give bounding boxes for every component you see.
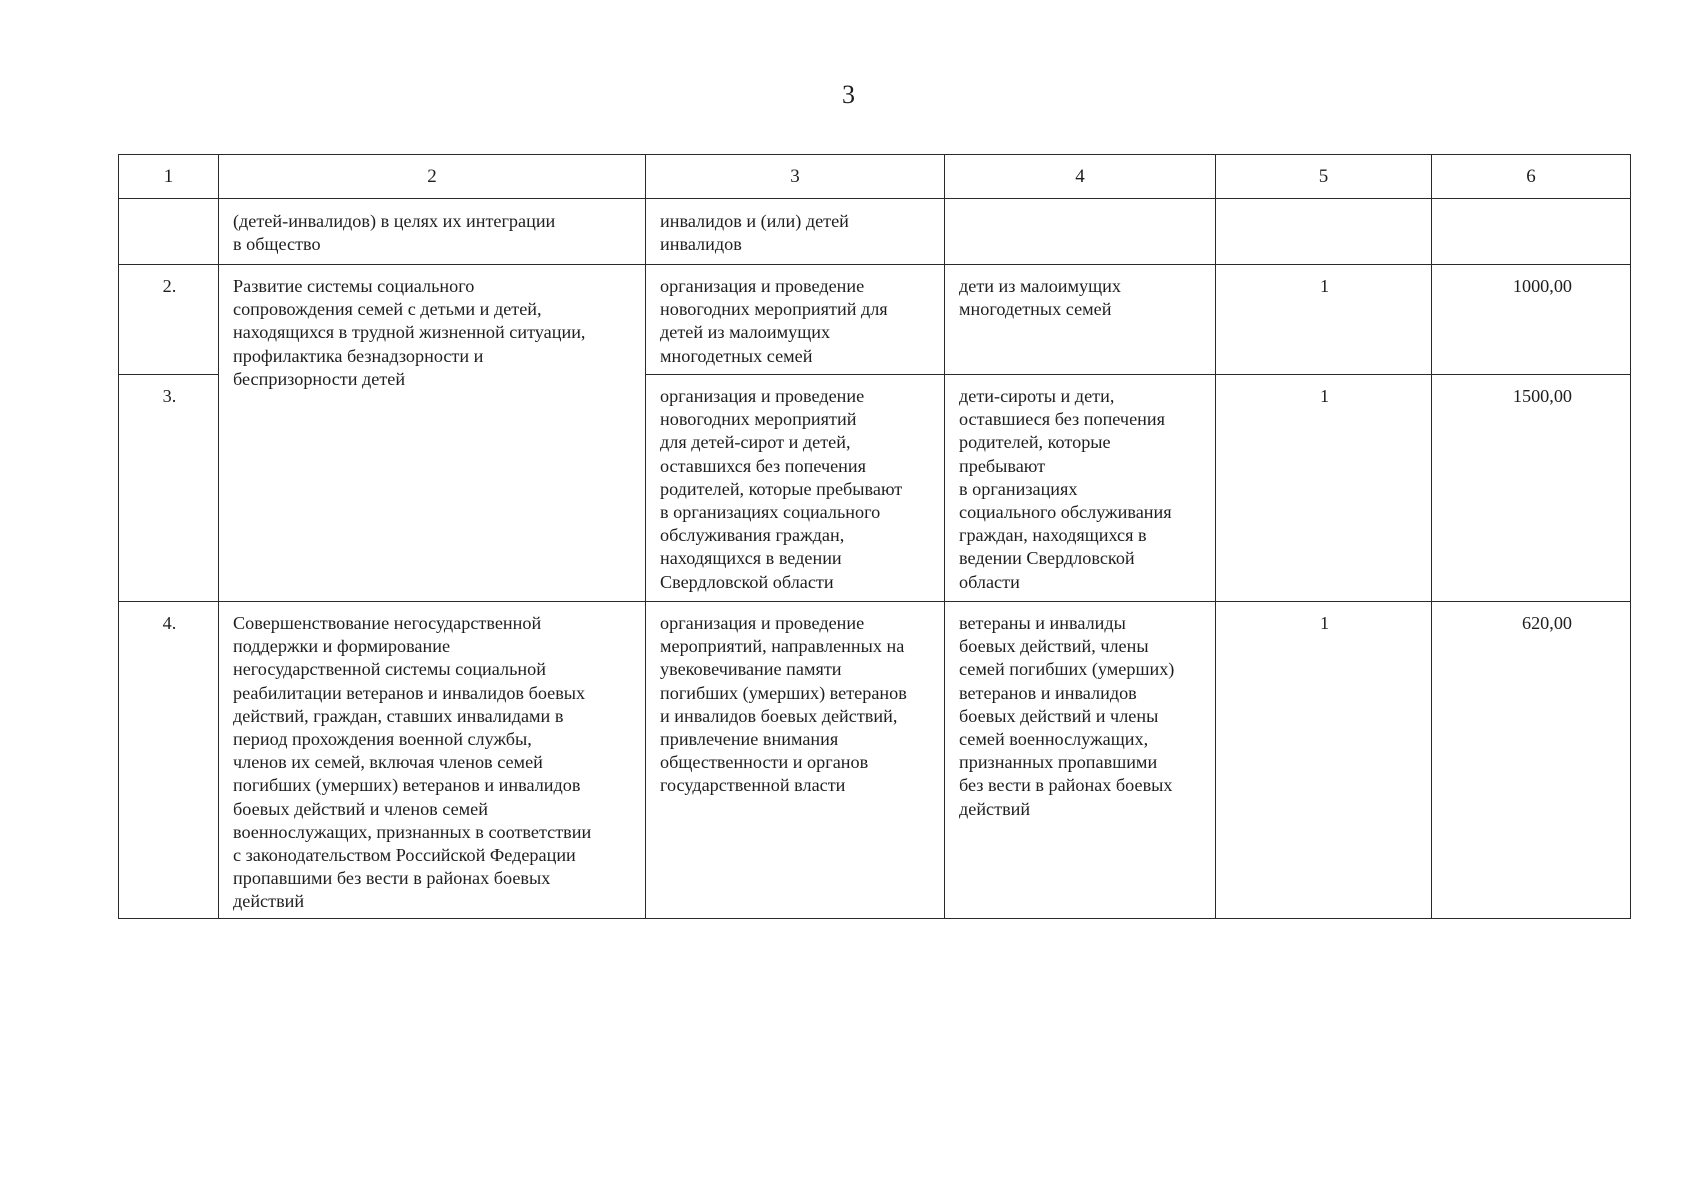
row-number: 4. bbox=[119, 602, 219, 919]
activity-cell: инвалидов и (или) детей инвалидов bbox=[646, 199, 945, 265]
row-number: 3. bbox=[119, 375, 219, 602]
activity-cell: организация и проведение мероприятий, направленных на увековечивание памяти погибших (умерших) ветеранов и инвалидов боевых действий, привлечение внимания общественности и органов государственной власти bbox=[646, 602, 945, 919]
column-header: 3 bbox=[646, 155, 945, 199]
count-cell: 1 bbox=[1216, 265, 1432, 375]
direction-cell: Совершенствование негосударственной поддержки и формирование негосударственной системы социальной реабилитации ветеранов и инвалидов боевых действий, граждан, ставших инвалидами в период прохождения военной службы, членов их семей, включая членов семей погибших (умерших) ветеранов и инвалидов боевых действий и членов семей военнослужащих, признанных в соответствии с законодательством Российской Федерации пропавшими без вести в районах боевых действий bbox=[219, 602, 646, 919]
count-cell: 1 bbox=[1216, 375, 1432, 602]
amount-cell: 620,00 bbox=[1432, 602, 1631, 919]
amount-cell bbox=[1432, 199, 1631, 265]
column-header: 4 bbox=[945, 155, 1216, 199]
column-header: 5 bbox=[1216, 155, 1432, 199]
column-header: 6 bbox=[1432, 155, 1631, 199]
target-group-cell: дети-сироты и дети, оставшиеся без попечения родителей, которые пребывают в организациях социального обслуживания граждан, находящихся в ведении Свердловской области bbox=[945, 375, 1216, 602]
row-number: 2. bbox=[119, 265, 219, 375]
row-number bbox=[119, 199, 219, 265]
activity-cell: организация и проведение новогодних мероприятий для детей из малоимущих многодетных семей bbox=[646, 265, 945, 375]
target-group-cell: дети из малоимущих многодетных семей bbox=[945, 265, 1216, 375]
table-row bbox=[119, 602, 1631, 919]
count-cell bbox=[1216, 199, 1432, 265]
page-number: 3 bbox=[842, 80, 855, 109]
direction-cell: Развитие системы социального сопровождения семей с детьми и детей, находящихся в трудной жизненной ситуации, профилактика безнадзорности и беспризорности детей bbox=[219, 265, 646, 602]
table-row bbox=[119, 265, 1631, 375]
column-header: 2 bbox=[219, 155, 646, 199]
amount-cell: 1000,00 bbox=[1432, 265, 1631, 375]
table-header-row bbox=[119, 155, 1631, 199]
column-header: 1 bbox=[119, 155, 219, 199]
table-row bbox=[119, 199, 1631, 265]
direction-cell: (детей-инвалидов) в целях их интеграции в общество bbox=[219, 199, 646, 265]
target-group-cell bbox=[945, 199, 1216, 265]
target-group-cell: ветераны и инвалиды боевых действий, члены семей погибших (умерших) ветеранов и инвалидов боевых действий и члены семей военнослужащих, признанных пропавшими без вести в районах боевых действий bbox=[945, 602, 1216, 919]
count-cell: 1 bbox=[1216, 602, 1432, 919]
activities-table bbox=[118, 154, 1631, 919]
activity-cell: организация и проведение новогодних мероприятий для детей-сирот и детей, оставшихся без попечения родителей, которые пребывают в организациях социального обслуживания граждан, находящихся в ведении Свердловской области bbox=[646, 375, 945, 602]
amount-cell: 1500,00 bbox=[1432, 375, 1631, 602]
